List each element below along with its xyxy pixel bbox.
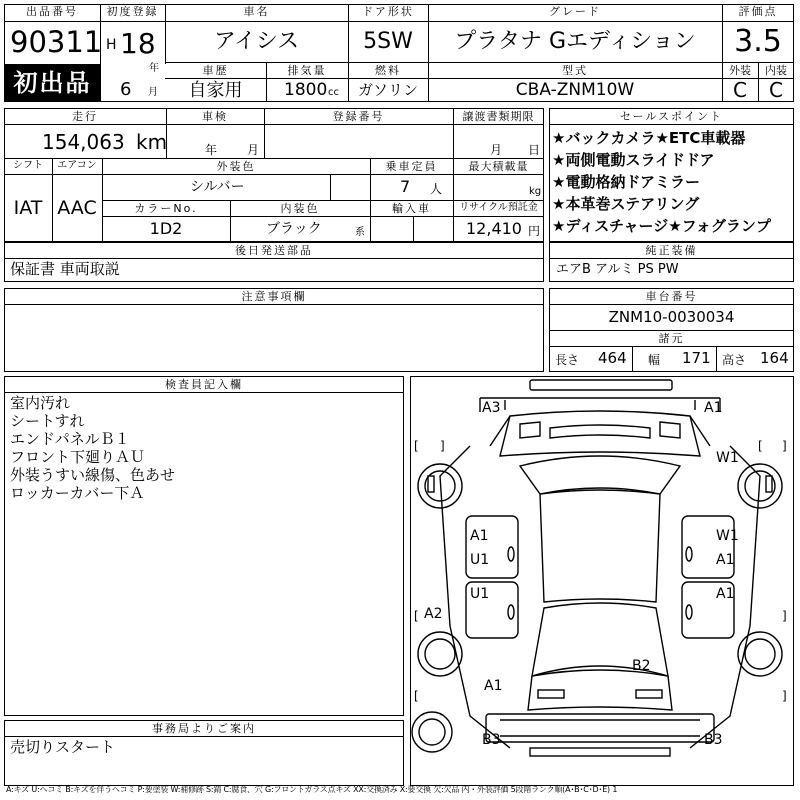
svg-text:]: ]	[440, 439, 445, 453]
mark-u1-door-fl: U1	[470, 552, 490, 568]
first-reg-era: H	[106, 37, 117, 53]
fuel-header: 燃料	[375, 64, 401, 77]
later-items-header: 後日発送部品	[235, 244, 313, 257]
capacity-unit: 人	[430, 182, 443, 196]
capacity: 7	[400, 177, 411, 196]
first-listing-badge: 初出品	[5, 65, 100, 101]
exterior-grade: C	[733, 78, 747, 102]
ext-color: シルバー	[190, 179, 245, 195]
displacement-unit: cc	[328, 87, 339, 98]
interior-grade: C	[769, 78, 783, 102]
mark-w1-door-fr: W1	[716, 528, 739, 544]
color-no: 1D2	[149, 219, 183, 238]
grade-header: グレード	[549, 5, 601, 18]
first-reg-month-unit: 月	[148, 87, 158, 98]
inspection-header: 車検	[202, 110, 228, 123]
height-label: 高さ	[722, 353, 747, 367]
equipment-header: 純正装備	[645, 244, 698, 257]
width: 171	[682, 349, 711, 367]
door-type-header: ドア形状	[362, 5, 414, 18]
equipment: エアB アルミ PS PW	[556, 262, 679, 277]
inspection-year-unit: 年	[205, 143, 218, 157]
rear-bumper	[486, 714, 714, 742]
length: 464	[598, 349, 627, 367]
sales-point-4: ★本革巻ステアリング	[552, 195, 700, 213]
score-header: 評価点	[738, 5, 778, 18]
windshield	[520, 456, 680, 494]
score: 3.5	[734, 24, 782, 59]
mark-a1-door-fl: A1	[470, 528, 489, 544]
length-label: 長さ	[555, 353, 580, 367]
sales-point-1: ★バックカメラ★ETC車載器	[552, 129, 746, 147]
door-type: 5SW	[363, 29, 413, 54]
office-note: 売切りスタート	[10, 738, 116, 756]
fuel: ガソリン	[357, 81, 418, 99]
mark-u1-door-rl: U1	[470, 586, 490, 602]
notes-header: 注意事項欄	[241, 290, 307, 303]
recycle-header: リサイクル預託金	[459, 202, 538, 213]
lot-number: 90311	[10, 25, 103, 59]
model-code-header: 型式	[562, 64, 588, 77]
front-panel	[480, 398, 720, 412]
hood	[500, 411, 700, 456]
mark-a1-door-fr: A1	[716, 552, 735, 568]
mileage-unit: km	[136, 130, 168, 154]
int-color: ブラック	[266, 221, 322, 237]
displacement: 1800	[284, 80, 328, 100]
front-bumper	[530, 380, 672, 390]
int-color-suffix: 系	[355, 227, 365, 238]
sales-points-header: セールスポイント	[619, 110, 723, 123]
exterior-header: 外装	[729, 64, 751, 77]
mark-a1-door-rr: A1	[716, 586, 735, 602]
mark-b3-left: B3	[482, 732, 501, 748]
chassis-no: ZNM10-0030034	[608, 308, 735, 326]
car-name: アイシス	[213, 29, 300, 54]
car-damage-diagram	[410, 376, 790, 786]
capacity-header: 乗車定員	[385, 160, 438, 173]
inspector-header: 検査員記入欄	[165, 378, 243, 391]
mark-a3: A3	[482, 400, 501, 416]
svg-text:[: [	[414, 609, 419, 623]
inspection-month-unit: 月	[247, 143, 260, 157]
inspector-note-5: 外装うすい線傷、色あせ	[10, 466, 176, 484]
max-load-unit: kg	[529, 186, 542, 197]
chassis-no-header: 車台番号	[645, 290, 698, 303]
color-no-header: カラーNo.	[134, 202, 198, 215]
recycle-unit: 円	[528, 224, 541, 238]
model-code: CBA-ZNM10W	[515, 80, 635, 100]
dimensions-header: 諸元	[658, 332, 685, 345]
svg-text:[: [	[414, 439, 419, 453]
aircon: AAC	[57, 197, 97, 219]
inspector-note-1: 室内汚れ	[10, 394, 71, 412]
svg-text:[: [	[758, 439, 763, 453]
mark-b3-right: B3	[704, 732, 723, 748]
mileage: 154,063	[42, 130, 125, 154]
recycle: 12,410	[466, 219, 522, 238]
sales-point-5: ★ディスチャージ★フォグランプ	[552, 217, 771, 235]
aircon-header: エアコン	[57, 160, 97, 171]
svg-text:]: ]	[782, 689, 787, 703]
first-reg-year-unit: 年	[149, 63, 159, 74]
first-reg-month: 6	[120, 79, 132, 100]
height: 164	[760, 349, 789, 367]
shift: IAT	[13, 197, 43, 219]
lot-number-header: 出品番号	[26, 5, 78, 18]
shift-header: シフト	[13, 160, 43, 171]
spare-wheel	[412, 712, 452, 752]
legend: A:キズ U:ヘコミ B:キズを伴うヘコミ P:要塗装 W:補修跡 S:錆 C:腐食、穴 G:フロントガラス点キズ XX:交換済み X:要交換 欠:欠品 内・外装評価 5段階ランク順(A･B･C･D･E) 1	[6, 785, 618, 794]
interior-header: 内装	[765, 64, 787, 77]
mark-a2: A2	[424, 606, 443, 622]
sales-point-3: ★電動格納ドアミラー	[552, 173, 700, 191]
transfer-docs-header: 譲渡書類期限	[462, 110, 535, 123]
width-label: 幅	[648, 353, 661, 367]
first-reg-header: 初度登録	[106, 5, 159, 18]
inspector-note-3: エンドパネルＢ１	[10, 430, 130, 448]
sales-point-2: ★両側電動スライドドア	[552, 151, 715, 169]
svg-text:]: ]	[782, 439, 787, 453]
displacement-header: 排気量	[287, 64, 327, 77]
grade: プラタナ Gエディション	[454, 29, 696, 54]
car-name-header: 車名	[243, 5, 270, 18]
mileage-header: 走行	[72, 110, 98, 123]
import-header: 輸入車	[392, 202, 431, 215]
transfer-month-unit: 月	[490, 143, 503, 157]
first-reg-year: 18	[120, 27, 156, 60]
ext-color-header: 外装色	[216, 160, 256, 173]
mark-w1-right: W1	[716, 450, 739, 466]
mark-a1-rear-l: A1	[484, 678, 503, 694]
inspector-note-6: ロッカーカバー下Ａ	[10, 484, 145, 502]
later-items: 保証書 車両取説	[10, 260, 120, 278]
svg-text:[: [	[414, 689, 419, 703]
rear-bumper-top	[538, 690, 564, 698]
max-load-header: 最大積載量	[468, 160, 529, 173]
inspector-note-2: シートすれ	[10, 412, 85, 430]
history-header: 車歴	[202, 64, 229, 77]
mark-a1-top: A1	[704, 400, 723, 416]
svg-text:]: ]	[782, 609, 787, 623]
office-header: 事務局よりご案内	[152, 722, 256, 735]
int-color-header: 内装色	[280, 202, 320, 215]
transfer-day-unit: 日	[528, 143, 541, 157]
roof	[540, 490, 660, 602]
inspector-note-4: フロント下廻りＡＵ	[10, 448, 146, 466]
mark-b2: B2	[632, 658, 651, 674]
reg-no-header: 登録番号	[332, 110, 385, 123]
history: 自家用	[188, 80, 243, 101]
